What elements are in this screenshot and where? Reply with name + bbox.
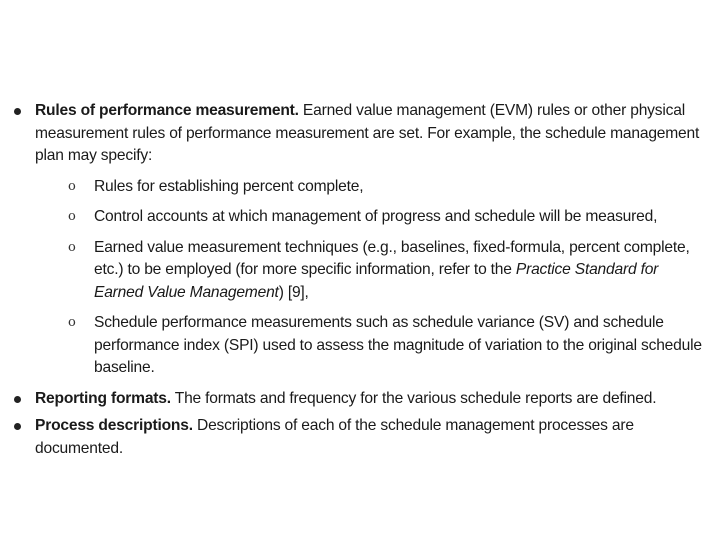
sub-item-percent-complete <box>35 176 710 199</box>
sub-list <box>35 176 710 380</box>
bullet-dot <box>14 423 21 430</box>
bullet-item-performance-measurement <box>14 100 710 380</box>
hollow-circle-marker: o <box>68 239 76 255</box>
sub-item-text: Control accounts at which management of progress and schedule will be measured, <box>94 208 658 225</box>
sub-item-ev-techniques <box>35 237 710 305</box>
hollow-circle-marker: o <box>68 209 76 224</box>
bullet-text: Earned value management (EVM) rules or other physical measurement rules of performance measurement are set. For example, the schedule management plan may specify: <box>35 102 700 164</box>
sub-item-control-accounts <box>35 206 710 229</box>
bullet-item-reporting-formats <box>14 388 710 411</box>
bullet-list <box>14 100 710 460</box>
sub-item-schedule-performance <box>35 312 710 380</box>
bullet-lead: Reporting formats. <box>35 389 171 407</box>
bullet-dot <box>14 396 21 403</box>
hollow-circle-marker: o <box>68 178 76 194</box>
sub-item-text: Schedule performance measurements such as schedule variance (SV) and schedule performance index (SPI) used to assess the magnitude of variation to the original schedule baseline. <box>94 314 702 376</box>
bullet-item-process-descriptions <box>14 415 710 460</box>
bullet-lead: Rules of performance measurement. <box>35 102 299 119</box>
bullet-text: Descriptions of each of the schedule management processes are documented. <box>35 417 634 457</box>
hollow-circle-marker: o <box>68 315 76 330</box>
bullet-lead: Process descriptions. <box>35 417 193 434</box>
sub-item-text-after: ) [9], <box>278 283 309 301</box>
bullet-dot <box>14 108 21 115</box>
practice-standard-title: Practice Standard for Earned Value Management <box>94 261 659 301</box>
bullet-text: The formats and frequency for the various schedule reports are defined. <box>174 389 657 407</box>
sub-item-text-before: Earned value measurement techniques (e.g., baselines, fixed-formula, percent complete, etc.) to be employed (for more specific information, refer to the <box>94 238 690 278</box>
sub-item-text: Rules for establishing percent complete, <box>94 177 364 195</box>
